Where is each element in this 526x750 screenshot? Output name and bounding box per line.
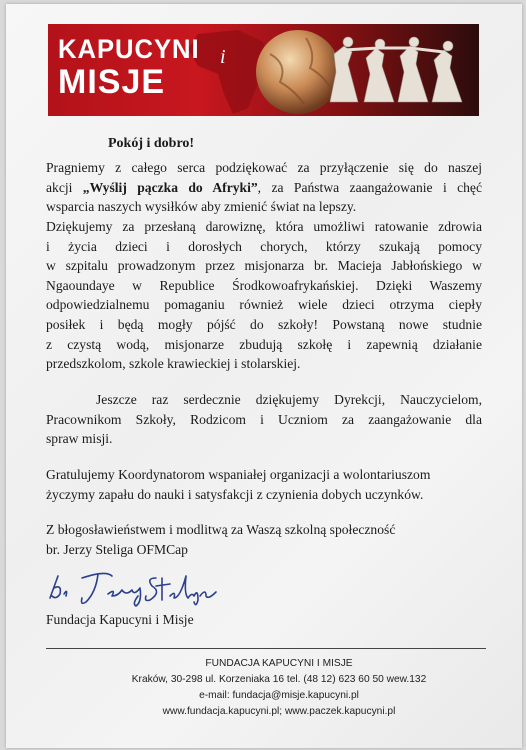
foundation-name: Fundacja Kapucyni i Misje [46,612,194,627]
header-banner [48,24,479,116]
greeting: Pokój i dobro! [108,136,195,151]
footer-address: Kraków, 30-298 ul. Korzeniaka 16 tel. (48 12) 623 60 50 wew.132 [131,674,427,685]
text-line: odpowiedzialnemu pomaganiu również wiele dzieci otrzyma ciepły [46,297,482,313]
text-line: i życia dzieci i dorosłych chorych, którzy szukają pomocy [46,238,482,254]
text-line: Dziękujemy za przesłaną darowiznę, która umożliwi ratowanie zdrowia [46,219,482,234]
text-line: wsparcia naszych wysiłków aby zmienić świat na lepszy. [46,199,357,215]
logo-line-misje: MISJE [58,63,166,101]
paragraph-donation [46,217,482,374]
paragraph-blessing [46,520,482,559]
text-line: Jeszcze raz serdecznie dziękujemy Dyrekcji, Nauczycielom, [96,392,482,407]
text-fragment: , za Państwa zaangażowanie i chęć [257,179,482,195]
text-line: w szpitalu prowadzonym przez misjonarza br. Macieja Jabłońskiego w [46,258,482,274]
text-line: Z błogosławieństwem i modlitwą za Waszą szkolną społeczność [46,522,396,537]
footer-email: e-mail: fundacja@misje.kapucyni.pl [199,690,359,701]
footer-websites: www.fundacja.kapucyni.pl; www.paczek.kapucyni.pl [162,706,396,717]
sender-name: br. Jerzy Steliga OFMCap [46,541,188,557]
handwritten-signature [46,566,226,615]
text-line: Pracownikom Szkoły, Rodzicom i Uczniom za zaangażowanie dla [46,411,482,427]
friar-figure [432,50,462,102]
friar-figure [364,48,394,102]
paragraph-congratulations [46,465,482,504]
globe-shape [256,30,340,114]
text-line: z czystą wodą, misjonarze zbudują szkołę i zapewnią działanie [46,336,482,352]
footer-divider [46,648,486,649]
logo-connector-i: i [220,46,226,68]
text-line: posiłek i będą mogły pójść do szkoły! Powstaną nowe studnie [46,316,482,332]
text-line [46,178,482,198]
text-line: Ngaoundaye w Republice Środkowoafrykańskiej. Dzięki Waszemy [46,277,482,293]
footer-contact [96,656,462,720]
text-line: życzymy zapału do nauki i satysfakcji z czynienia dobych uczynków. [46,486,424,502]
campaign-name: „Wyślij pączka do Afryki” [82,179,258,195]
footer-org-name: FUNDACJA KAPUCYNI I MISJE [205,658,353,669]
paragraph-thanks [46,158,482,217]
friar-figure [398,46,428,102]
logo-line-kapucyni: KAPUCYNI [58,34,200,64]
text-line: spraw misji. [46,431,113,447]
text-line: Pragniemy z całego serca podziękować za przyłączenie się do naszej [46,160,482,175]
text-line: Gratulujemy Koordynatorom wspaniałej organizacji a wolontariuszom [46,467,431,482]
text-fragment: akcji [46,179,83,195]
text-line: przedszkolom, szkole krawieckiej i stolarskiej. [46,356,301,372]
paragraph-gratitude [46,390,482,449]
logo-wordmark [58,36,207,99]
